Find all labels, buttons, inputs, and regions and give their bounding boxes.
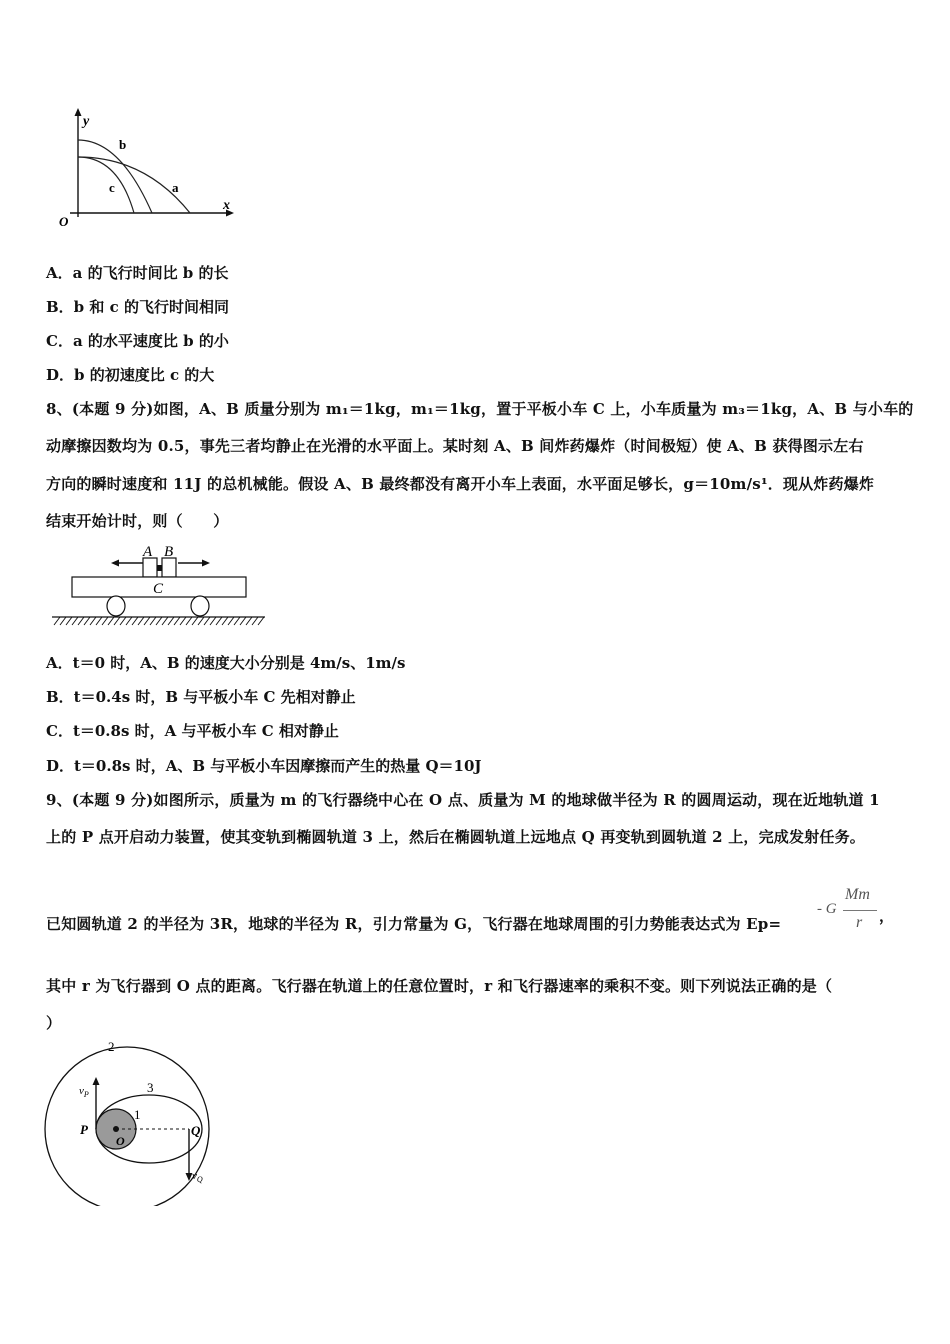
- formula-numerator: Mm: [845, 886, 870, 903]
- label-vq: $v_Q$: [192, 1170, 203, 1184]
- y-axis-label: y: [83, 114, 90, 129]
- label-q: Q: [191, 1123, 201, 1138]
- label-orbit-1: 1: [134, 1107, 141, 1122]
- q8-stem-line-1: 8、(本题 9 分)如图，A、B 质量分别为 m₁＝1kg，m₁＝1kg，置于平板小车 C 上，小车质量为 m₃＝1kg，A、B 与小车的: [46, 400, 914, 418]
- arrow-left-head: [111, 560, 119, 567]
- q8-stem-line-4: 结束开始计时，则（ ）: [46, 512, 229, 530]
- q7-option-c[interactable]: C．a 的水平速度比 b 的小: [46, 332, 229, 350]
- q8-option-d[interactable]: D．t＝0.8s 时，A、B 与平板小车因摩擦而产生的热量 Q＝10J: [46, 757, 482, 775]
- q8-option-c[interactable]: C．t＝0.8s 时，A 与平板小车 C 相对静止: [46, 722, 339, 740]
- y-axis-arrow: [75, 108, 82, 116]
- label-p: P: [80, 1122, 88, 1137]
- label-cart-c: C: [153, 581, 164, 597]
- origin-label: O: [59, 214, 69, 229]
- label-b: b: [119, 137, 127, 152]
- label-orbit-2: 2: [108, 1039, 115, 1054]
- q9-stem-line-4: 其中 r 为飞行器到 O 点的距离。飞行器在轨道上的任意位置时，r 和飞行器速率的乘积不变。则下列说法正确的是（: [46, 977, 833, 995]
- formula-denominator: r: [856, 914, 863, 931]
- label-c: c: [109, 180, 115, 195]
- q9-stem-line-1: 9、(本题 9 分)如图所示，质量为 m 的飞行器绕中心在 O 点、质量为 M 的地球做半径为 R 的圆周运动，现在近地轨道 1: [46, 791, 880, 809]
- q7-option-a[interactable]: A．a 的飞行时间比 b 的长: [46, 264, 229, 282]
- block-b: [162, 558, 176, 577]
- q9-stem-line-2: 上的 P 点开启动力装置，使其变轨到椭圆轨道 3 上，然后在椭圆轨道上远地点 Q 再变轨到圆轨道 2 上，完成发射任务。: [46, 828, 866, 846]
- wheel-left: [107, 596, 125, 616]
- arrow-right-head: [202, 560, 210, 567]
- orbit-figure: [40, 1036, 240, 1206]
- potential-energy-formula: [817, 886, 895, 936]
- trajectory-figure: [50, 105, 245, 230]
- label-o: O: [116, 1134, 125, 1148]
- q8-option-a[interactable]: A．t＝0 时，A、B 的速度大小分别是 4m/s、1m/s: [46, 654, 406, 672]
- q8-stem-line-3: 方向的瞬时速度和 11J 的总机械能。假设 A、B 最终都没有离开小车上表面，水平面足够长，g＝10m/s¹．现从炸药爆炸: [46, 475, 875, 493]
- q8-option-b[interactable]: B．t＝0.4s 时，B 与平板小车 C 先相对静止: [46, 688, 356, 706]
- formula-suffix: ，: [879, 909, 895, 925]
- label-a: a: [172, 180, 179, 195]
- x-axis-label: x: [223, 198, 230, 213]
- q8-stem-line-2: 动摩擦因数均为 0.5，事先三者均静止在光滑的水平面上。某时刻 A、B 间炸药爆炸（时间极短）使 A、B 获得图示左右: [46, 437, 864, 455]
- curve-b: [78, 140, 152, 213]
- formula-prefix: - G: [817, 901, 837, 917]
- q9-stem-line-5: ）: [46, 1014, 62, 1032]
- label-orbit-3: 3: [147, 1080, 154, 1095]
- q7-option-b[interactable]: B．b 和 c 的飞行时间相同: [46, 298, 229, 316]
- label-block-a: A: [143, 544, 153, 560]
- ground-hatch: [54, 617, 264, 625]
- label-block-b: B: [164, 544, 174, 560]
- wheel-right: [191, 596, 209, 616]
- formula-fraction-bar: [843, 910, 877, 911]
- q9-stem-line-3: 已知圆轨道 2 的半径为 3R，地球的半径为 R，引力常量为 G，飞行器在地球周围的引力势能表达式为 Ep=: [46, 915, 782, 933]
- explosive: [157, 565, 162, 571]
- cart-figure: [50, 540, 270, 632]
- vp-arrow-head: [93, 1077, 100, 1085]
- q7-option-d[interactable]: D．b 的初速度比 c 的大: [46, 366, 215, 384]
- label-vp: $v_P$: [79, 1085, 89, 1099]
- block-a: [143, 558, 157, 577]
